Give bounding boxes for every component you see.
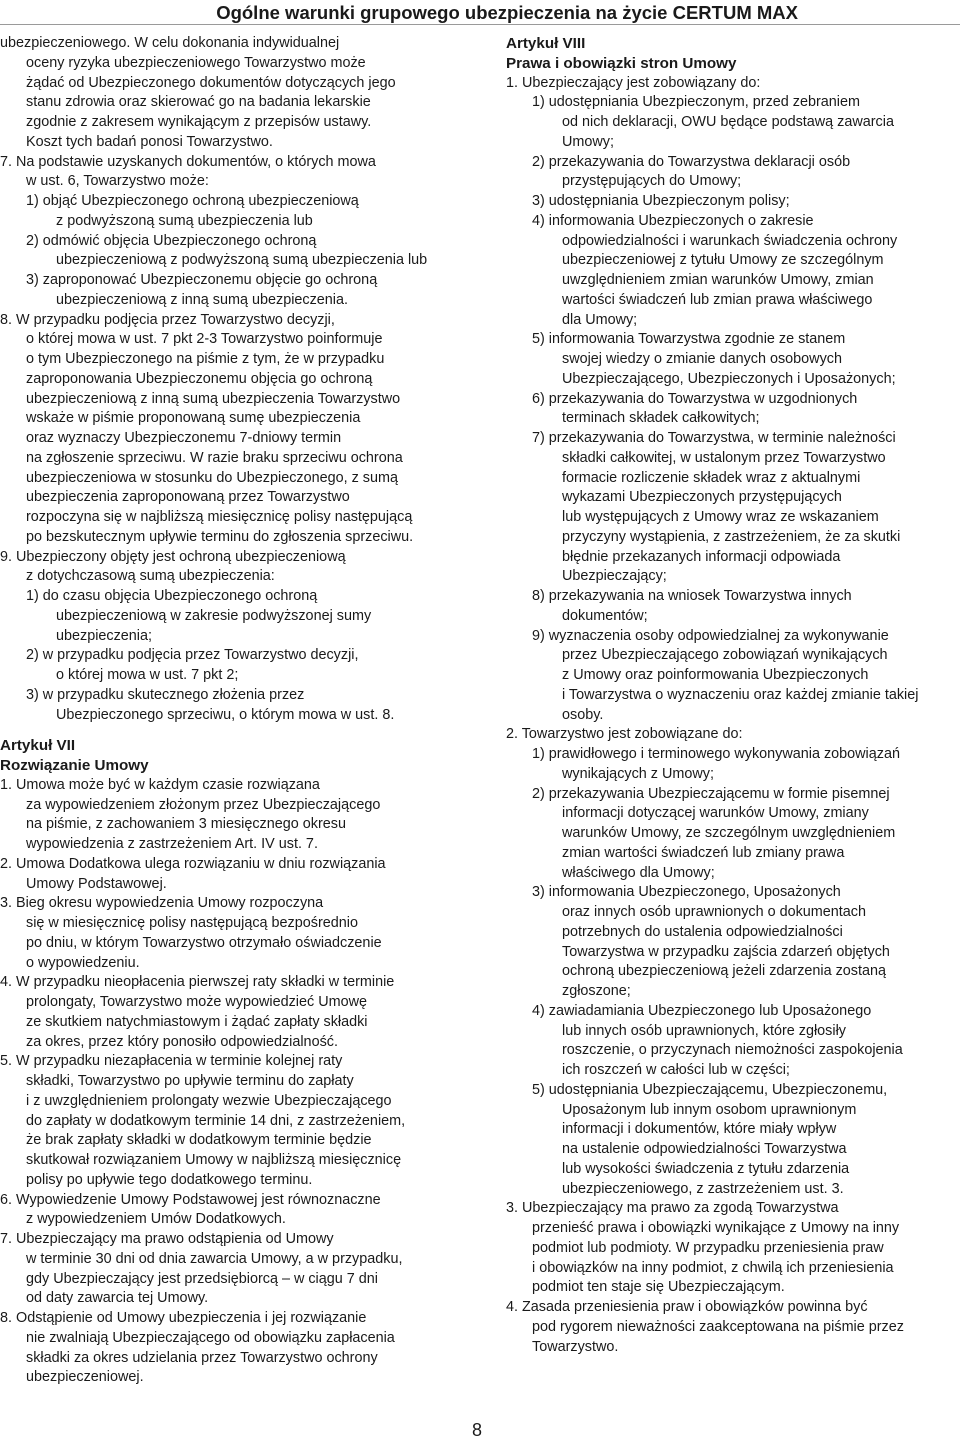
text-line: 3) w przypadku skutecznego złożenia przez bbox=[26, 686, 305, 703]
article-heading: Rozwiązanie Umowy bbox=[0, 757, 149, 774]
text-line: w ust. 6, Towarzystwo może: bbox=[26, 173, 209, 190]
text-line: 8. W przypadku podjęcia przez Towarzystwo decyzji, bbox=[0, 311, 335, 328]
text-line: Umowy; bbox=[562, 133, 614, 150]
text-line: prolongaty, Towarzystwo może wypowiedzieć Umowę bbox=[26, 994, 367, 1010]
text-line: odpowiedzialności i warunkach świadczenia ochrony bbox=[562, 232, 898, 249]
text-line: 4) zawiadamiania Ubezpieczonego lub Uposażonego bbox=[532, 1002, 872, 1019]
text-line: z Umowy oraz poinformowania Ubezpieczonych bbox=[562, 667, 869, 683]
text-line: podmiot ten staje się Ubezpieczającym. bbox=[532, 1279, 785, 1296]
text-line: formacie rozliczenie składek wraz z aktualnymi bbox=[562, 469, 861, 486]
text-line: 9. Ubezpieczony objęty jest ochroną ubezpieczeniową bbox=[0, 548, 346, 565]
text-line: do zapłaty w dodatkowym terminie 14 dni, z zastrzeżeniem, bbox=[26, 1112, 406, 1129]
text-line: właściwego dla Umowy; bbox=[562, 864, 715, 881]
text-line: 1) udostępniania Ubezpieczonym, przed zebraniem bbox=[532, 94, 860, 111]
text-line: 1) prawidłowego i terminowego wykonywania zobowiązań bbox=[532, 746, 900, 762]
text-line: ubezpieczeniową z inną sumą ubezpieczenia. bbox=[56, 291, 348, 308]
text-line: lub innych osób uprawnionych, które zgłosiły bbox=[562, 1022, 846, 1039]
text-line: po dniu, w którym Towarzystwo otrzymało oświadczenie bbox=[26, 934, 382, 951]
text-line: potrzebnych do ustalenia odpowiedzialności bbox=[562, 923, 843, 940]
text-line: Umowy Podstawowej. bbox=[26, 875, 167, 892]
text-line: 2) w przypadku podjęcia przez Towarzystwo decyzji, bbox=[26, 647, 359, 664]
text-line: przenieść prawa i obowiązki wynikające z Umowy na inny bbox=[532, 1220, 900, 1236]
text-line: przez Ubezpieczającego zobowiązań wynikających bbox=[562, 647, 888, 664]
text-line: Koszt tych badań ponosi Towarzystwo. bbox=[26, 133, 273, 150]
text-line: oraz wyznaczy Ubezpieczonemu 7-dniowy termin bbox=[26, 430, 342, 446]
text-line: Ubezpieczonego sprzeciwu, o którym mowa w ust. 8. bbox=[56, 706, 395, 723]
text-line: ubezpieczeniowego. W celu dokonania indywidualnej bbox=[0, 35, 340, 51]
text-line: Ubezpieczający; bbox=[562, 568, 667, 585]
text-line: 5. W przypadku niezapłacenia w terminie kolejnej raty bbox=[0, 1053, 343, 1070]
text-line: 1. Umowa może być w każdym czasie rozwiązana bbox=[0, 776, 320, 793]
text-line: Uposażonym lub innym osobom uprawnionym bbox=[562, 1101, 857, 1118]
left-column bbox=[0, 34, 462, 1388]
text-line: za okres, przez który ponosiło odpowiedzialność. bbox=[26, 1033, 338, 1050]
text-line: 7) przekazywania do Towarzystwa, w terminie należności bbox=[532, 430, 896, 446]
text-line: zgodnie z zakresem wynikającym z przepisów ustawy. bbox=[26, 114, 372, 130]
text-line: 3) zaproponować Ubezpieczonemu objęcie go ochroną bbox=[26, 272, 378, 288]
text-line: oceny ryzyka ubezpieczeniowego Towarzystwo może bbox=[26, 54, 366, 71]
text-line: dokumentów; bbox=[562, 607, 648, 624]
text-line: w terminie 30 dni od dnia zawarcia Umowy, a w przypadku, bbox=[26, 1250, 403, 1267]
document-title: Ogólne warunki grupowego ubezpieczenia na życie CERTUM MAX bbox=[216, 2, 798, 23]
text-line: za wypowiedzeniem złożonym przez Ubezpieczającego bbox=[26, 796, 381, 813]
text-line: błędnie przekazanych informacji odpowiada bbox=[562, 548, 841, 565]
text-line: ubezpieczeniową z inną sumą ubezpieczenia Towarzystwo bbox=[26, 390, 401, 407]
text-line: 1) do czasu objęcia Ubezpieczonego ochroną bbox=[26, 588, 318, 604]
text-line: nie zwalniają Ubezpieczającego od obowiązku zapłacenia bbox=[26, 1329, 395, 1346]
text-line: 3. Bieg okresu wypowiedzenia Umowy rozpoczyna bbox=[0, 895, 324, 912]
text-line: o której mowa w ust. 7 pkt 2-3 Towarzystwo poinformuje bbox=[26, 331, 383, 348]
text-line: 2) przekazywania Ubezpieczającemu w formie pisemnej bbox=[532, 785, 890, 802]
text-line: i obowiązków na inny podmiot, z chwilą ich przeniesienia bbox=[532, 1259, 894, 1276]
text-line: żądać od Ubezpieczonego dokumentów dotyczących jego bbox=[26, 74, 396, 91]
article-heading: Prawa i obowiązki stron Umowy bbox=[506, 54, 737, 72]
text-line: osoby. bbox=[562, 706, 604, 723]
text-line: zmian wartości świadczeń lub zmiany prawa bbox=[562, 844, 845, 861]
text-line: Towarzystwa w przypadku zajścia zdarzeń objętych bbox=[562, 943, 890, 960]
text-line: 5) udostępniania Ubezpieczającemu, Ubezpieczonemu, bbox=[532, 1081, 888, 1098]
right-column bbox=[506, 34, 958, 1357]
text-line: 3) informowania Ubezpieczonego, Uposażonych bbox=[532, 884, 841, 901]
text-line: Towarzystwo. bbox=[532, 1338, 619, 1355]
text-line: lub występujących z Umowy wraz ze wskazaniem bbox=[562, 509, 879, 525]
text-line: 9) wyznaczenia osoby odpowiedzialnej za wykonywanie bbox=[532, 627, 889, 644]
text-line: 6. Wypowiedzenie Umowy Podstawowej jest równoznaczne bbox=[0, 1191, 381, 1208]
text-line: 1) objąć Ubezpieczonego ochroną ubezpieczeniową bbox=[26, 193, 359, 209]
text-line: wypowiedzenia z zastrzeżeniem Art. IV ust. 7. bbox=[26, 836, 318, 852]
text-line: skutkował rozwiązaniem Umowy w najbliższą miesięcznicę bbox=[26, 1152, 402, 1168]
text-line: informacji dotyczącej warunków Umowy, zmiany bbox=[562, 805, 869, 822]
text-line: swojej wiedzy o zmianie danych osobowych bbox=[562, 351, 842, 367]
text-line: 8. Odstąpienie od Umowy ubezpieczenia i jej rozwiązanie bbox=[0, 1310, 367, 1326]
text-line: lub wysokości świadczenia z tytułu zdarzenia bbox=[562, 1160, 850, 1177]
text-line: ubezpieczeniowa w stosunku do Ubezpieczonego, z sumą bbox=[26, 469, 398, 486]
page-header bbox=[0, 0, 960, 26]
text-line: 2) odmówić objęcia Ubezpieczonego ochroną bbox=[26, 232, 317, 249]
text-line: rozpoczyna się w najbliższą miesięcznicę polisy następującą bbox=[26, 509, 413, 525]
text-line: informacji i dokumentów, które miały wpływ bbox=[562, 1121, 837, 1138]
header-divider bbox=[0, 24, 960, 25]
text-line: warunków Umowy, ze szczególnym uwzględnieniem bbox=[562, 825, 896, 841]
text-line: 4. Zasada przeniesienia praw i obowiązków powinna być bbox=[506, 1299, 868, 1315]
text-line: Ubezpieczającego, Ubezpieczonych i Uposażonych; bbox=[562, 370, 896, 387]
text-line: stanu zdrowia oraz skierować go na badania lekarskie bbox=[26, 94, 371, 111]
text-line: 8) przekazywania na wniosek Towarzystwa innych bbox=[532, 588, 852, 604]
text-line: i Towarzystwa o wyznaczeniu oraz każdej zmianie takiej bbox=[562, 686, 919, 703]
text-line: 7. Ubezpieczający ma prawo odstąpienia od Umowy bbox=[0, 1231, 334, 1247]
text-line: roszczenie, o przyczynach niemożności zaspokojenia bbox=[562, 1042, 903, 1059]
text-line: 3) udostępniania Ubezpieczonym polisy; bbox=[532, 193, 790, 209]
text-line: składki całkowitej, w ustalonym przez Towarzystwo bbox=[562, 449, 886, 466]
text-line: wynikających z Umowy; bbox=[562, 765, 714, 782]
text-line: od daty zawarcia tej Umowy. bbox=[26, 1290, 209, 1307]
text-line: dla Umowy; bbox=[562, 311, 638, 328]
text-line: ubezpieczeniowego, z zastrzeżeniem ust. 3. bbox=[562, 1180, 844, 1197]
text-line: 2) przekazywania do Towarzystwa deklaracji osób bbox=[532, 153, 851, 170]
text-line: ubezpieczenia zaproponowaną przez Towarzystwo bbox=[26, 489, 350, 506]
text-line: 3. Ubezpieczający ma prawo za zgodą Towarzystwa bbox=[506, 1200, 839, 1217]
text-line: składki, Towarzystwo po upływie terminu do zapłaty bbox=[26, 1073, 354, 1089]
text-line: ze skutkiem natychmiastowym i żądać zapłaty składki bbox=[26, 1013, 368, 1030]
section-gap bbox=[0, 725, 462, 736]
text-line: o wypowiedzeniu. bbox=[26, 954, 140, 971]
text-line: 4. W przypadku nieopłacenia pierwszej raty składki w terminie bbox=[0, 974, 395, 991]
text-line: terminach składek całkowitych; bbox=[562, 410, 760, 427]
text-line: wykazami Ubezpieczonych przystępujących bbox=[562, 489, 842, 506]
text-line: ubezpieczenia; bbox=[56, 627, 153, 644]
text-line: 5) informowania Towarzystwa zgodnie ze stanem bbox=[532, 331, 846, 348]
text-line: 6) przekazywania do Towarzystwa w uzgodnionych bbox=[532, 390, 858, 407]
text-line: o której mowa w ust. 7 pkt 2; bbox=[56, 667, 239, 683]
text-line: na ustalenie odpowiedzialności Towarzystwa bbox=[562, 1141, 847, 1157]
text-line: ubezpieczeniową w zakresie podwyższonej sumy bbox=[56, 607, 372, 624]
text-line: uwzględnieniem zmian warunków Umowy, zmian bbox=[562, 272, 874, 288]
text-line: składki za okres udzielania przez Towarzystwo ochrony bbox=[26, 1349, 378, 1366]
text-line: oraz innych osób uprawnionych o dokumentach bbox=[562, 904, 866, 920]
text-line: o tym Ubezpieczonego na piśmie z tym, że w przypadku bbox=[26, 351, 385, 367]
text-line: wartości świadczeń lub zmian prawa właściwego bbox=[562, 291, 873, 308]
text-line: z podwyższoną sumą ubezpieczenia lub bbox=[56, 212, 313, 229]
text-line: ubezpieczeniowej. bbox=[26, 1369, 144, 1386]
text-line: ubezpieczeniową z podwyższoną sumą ubezpieczenia lub bbox=[56, 252, 428, 269]
article-heading: Artykuł VII bbox=[0, 737, 76, 755]
text-line: przystępujących do Umowy; bbox=[562, 173, 742, 190]
text-line: 1. Ubezpieczający jest zobowiązany do: bbox=[506, 74, 761, 91]
text-line: ochroną ubezpieczeniową jeżeli zdarzenia zostaną bbox=[562, 963, 886, 980]
text-line: przyczyny wystąpienia, z zastrzeżeniem, że za skutki bbox=[562, 528, 901, 545]
text-line: 2. Towarzystwo jest zobowiązane do: bbox=[506, 726, 743, 743]
text-line: na piśmie, z zachowaniem 3 miesięcznego okresu bbox=[26, 816, 346, 833]
text-line: 4) informowania Ubezpieczonych o zakresie bbox=[532, 212, 814, 229]
text-line: ubezpieczeniowej z tytułu Umowy ze szczególnym bbox=[562, 252, 884, 269]
text-line: z wypowiedzeniem Umów Dodatkowych. bbox=[26, 1211, 286, 1228]
text-line: się w miesięcznicę polisy następującą bezpośrednio bbox=[26, 915, 358, 931]
text-line: po bezskutecznym upływie terminu do zgłoszenia sprzeciwu. bbox=[26, 528, 414, 545]
text-line: 7. Na podstawie uzyskanych dokumentów, o których mowa bbox=[0, 153, 376, 170]
text-line: zaproponowania Ubezpieczonemu objęcia go ochroną bbox=[26, 370, 373, 387]
text-line: wskaże w piśmie proponowaną sumę ubezpieczenia bbox=[26, 410, 361, 427]
text-line: na zgłoszenie sprzeciwu. W razie braku sprzeciwu ochrona bbox=[26, 449, 403, 466]
text-line: podmiot lub podmioty. W przypadku przeniesienia praw bbox=[532, 1239, 884, 1256]
text-line: 2. Umowa Dodatkowa ulega rozwiązaniu w dniu rozwiązania bbox=[0, 855, 386, 872]
text-line: że brak zapłaty składki w dodatkowym terminie będzie bbox=[26, 1132, 372, 1149]
text-line: zgłoszone; bbox=[562, 983, 631, 999]
text-line: polisy po upływie tego dodatkowego terminu. bbox=[26, 1171, 313, 1188]
text-line: z dotychczasową sumą ubezpieczenia: bbox=[26, 568, 275, 585]
text-line: od nich deklaracji, OWU będące podstawą zawarcia bbox=[562, 114, 894, 130]
text-line: gdy Ubezpieczający jest przedsiębiorcą – w ciągu 7 dni bbox=[26, 1270, 378, 1287]
text-line: pod rygorem nieważności zaakceptowana na piśmie przez bbox=[532, 1318, 904, 1335]
text-line: ich roszczeń w całości lub w części; bbox=[562, 1062, 790, 1078]
article-heading: Artykuł VIII bbox=[506, 35, 586, 52]
page-number: 8 bbox=[472, 1420, 483, 1440]
text-line: i z uwzględnieniem prolongaty wezwie Ubezpieczającego bbox=[26, 1092, 392, 1109]
